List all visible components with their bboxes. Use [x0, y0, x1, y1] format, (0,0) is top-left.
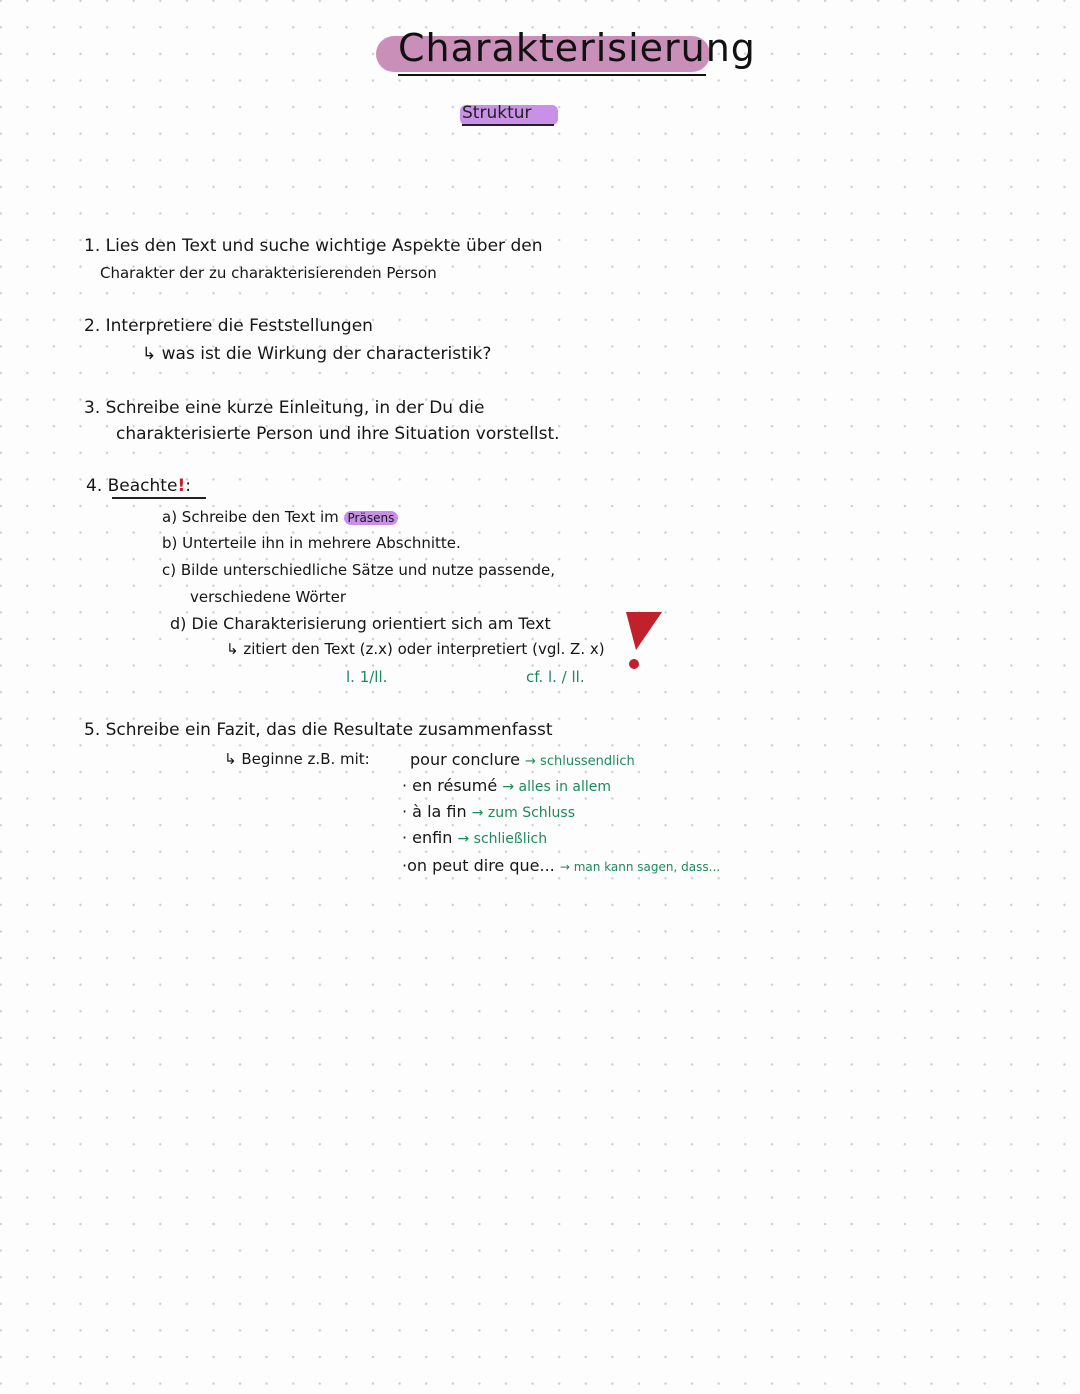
phrase-row	[402, 776, 611, 795]
step-5	[84, 720, 553, 740]
step-4-label: Beachte	[107, 476, 178, 496]
step-4d-line-1: d) Die Charakterisierung orientiert sich am Text	[170, 614, 551, 633]
step-4a	[162, 508, 398, 526]
phrase-fr: · à la fin	[402, 802, 467, 821]
step-4b: b) Unterteile ihn in mehrere Abschnitte.	[162, 534, 461, 552]
step-1-line-1: Lies den Text und suche wichtige Aspekte über den	[105, 236, 543, 256]
step-1	[84, 236, 542, 256]
step-4d-note-1: l. 1/ll.	[346, 668, 388, 686]
step-4c-line-1: c) Bilde unterschiedliche Sätze und nutze passende,	[162, 561, 556, 579]
exclamation-icon: !	[177, 476, 186, 496]
step-5-number: 5.	[84, 720, 101, 740]
step-5-intro: ↳ Beginne z.B. mit:	[224, 750, 370, 768]
phrase-row	[410, 750, 635, 769]
phrase-row	[402, 856, 720, 875]
phrase-fr: ·on peut dire que...	[402, 856, 555, 875]
step-4a-text: a) Schreibe den Text im	[162, 508, 339, 526]
step-3-line-1: Schreibe eine kurze Einleitung, in der Du die	[105, 398, 485, 418]
step-2-line-1: Interpretiere die Feststellungen	[105, 316, 373, 336]
step-4	[86, 476, 191, 496]
phrase-fr: pour conclure	[410, 750, 520, 769]
subtitle-underline	[462, 124, 554, 126]
phrase-fr: · en résumé	[402, 776, 498, 795]
phrase-fr: · enfin	[402, 828, 453, 847]
step-1-number: 1.	[84, 236, 101, 256]
phrase-de: → zum Schluss	[471, 805, 576, 821]
beachte-underline	[112, 497, 206, 499]
phrase-de: → schließlich	[457, 831, 548, 847]
warning-exclamation-icon	[624, 610, 664, 672]
step-2	[84, 316, 373, 336]
step-1-line-2: Charakter der zu charakterisierenden Person	[100, 264, 437, 282]
step-2-line-2: ↳ was ist die Wirkung der characteristik?	[142, 344, 492, 364]
step-5-line-1: Schreibe ein Fazit, das die Resultate zusammenfasst	[105, 720, 553, 740]
step-2-number: 2.	[84, 316, 101, 336]
title-underline	[398, 74, 706, 76]
step-3-line-2: charakterisierte Person und ihre Situation vorstellst.	[116, 424, 560, 444]
step-3	[84, 398, 484, 418]
phrase-de: → man kann sagen, dass...	[559, 860, 721, 874]
step-3-number: 3.	[84, 398, 101, 418]
step-4-number: 4.	[86, 476, 103, 496]
step-4c-line-2: verschiedene Wörter	[190, 588, 347, 606]
phrase-de: → schlussendlich	[525, 754, 635, 769]
step-4d-note-2: cf. l. / ll.	[526, 668, 585, 686]
phrase-de: → alles in allem	[502, 779, 612, 795]
phrase-row	[402, 802, 575, 821]
phrase-row	[402, 828, 547, 847]
page-title: Charakterisierung	[398, 26, 756, 70]
page-subtitle: Struktur	[462, 103, 532, 123]
step-4-colon: :	[185, 476, 191, 496]
step-4d-line-2: ↳ zitiert den Text (z.x) oder interpretiert (vgl. Z. x)	[226, 640, 605, 658]
praesens-highlight: Präsens	[344, 511, 399, 525]
